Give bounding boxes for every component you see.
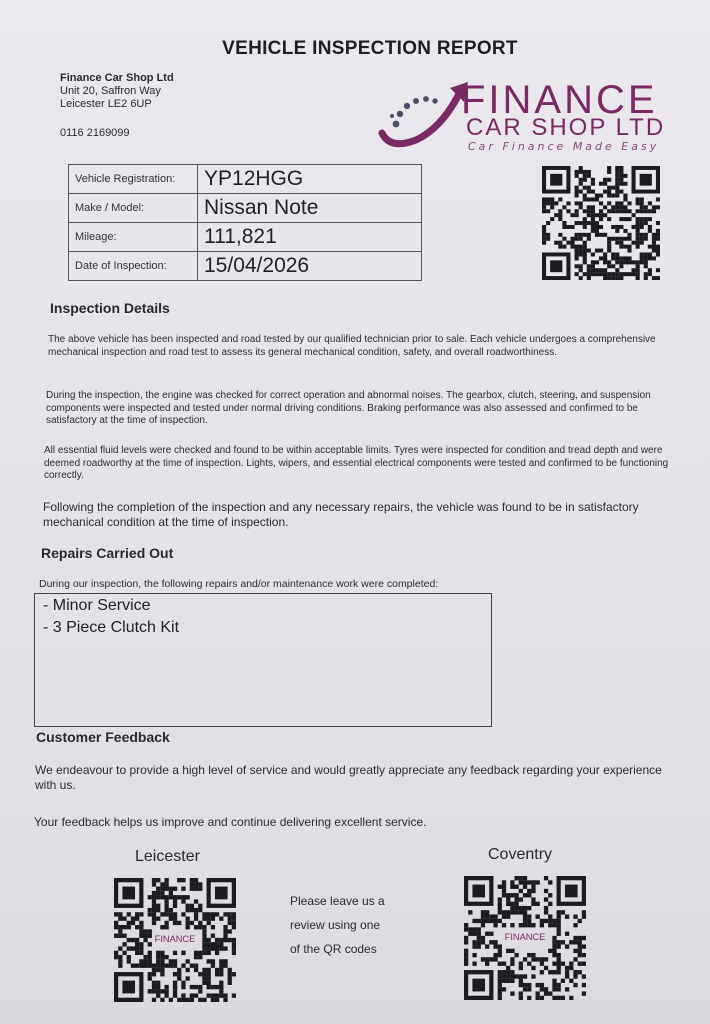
list-item: - 3 Piece Clutch Kit: [43, 619, 180, 636]
review-line-1: Please leave us a: [290, 894, 385, 908]
vehicle-registration-label: Vehicle Registration:: [69, 165, 198, 194]
vehicle-registration-value: YP12HGG: [198, 165, 422, 194]
inspection-paragraph-3: All essential fluid levels were checked and found to be within acceptable limits. Tyres were inspected for condition and tread depth and were deemed roadworthy at the time of inspection. Lights, wipers, and essential electrical components were tested and confirmed to be functioning correctly.: [44, 445, 669, 481]
repairs-intro: During our inspection, the following repairs and/or maintenance work were completed:: [39, 578, 439, 590]
mileage-label: Mileage:: [69, 223, 198, 252]
qr-pattern-icon: [464, 876, 586, 1000]
logo-finance-text: FINANCE: [461, 78, 658, 122]
make-model-label: Make / Model:: [69, 194, 198, 223]
feedback-text-2: Your feedback helps us improve and continue delivering excellent service.: [34, 815, 427, 829]
inspection-paragraph-1: The above vehicle has been inspected and road tested by our qualified technician prior to sale. Each vehicle undergoes a comprehensive mechanical inspection and road test to assess its general mechanical condition, safety, and overall roadworthiness.: [48, 334, 656, 358]
repairs-list-box: [34, 593, 492, 727]
address-line-2: Leicester LE2 6UP: [60, 98, 152, 110]
inspection-details-heading: Inspection Details: [50, 300, 170, 316]
table-row: [69, 165, 422, 194]
leicester-qr-code-icon[interactable]: [114, 878, 236, 1002]
table-row: [69, 252, 422, 281]
inspection-paragraph-4: Following the completion of the inspection and any necessary repairs, the vehicle was found to be in satisfactory mechanical condition at the time of inspection.: [43, 500, 639, 529]
make-model-value: Nissan Note: [198, 194, 422, 223]
list-item: - Minor Service: [43, 597, 151, 614]
review-instructions: [290, 889, 385, 961]
logo-carshop-text: CAR SHOP LTD: [466, 114, 666, 141]
mileage-value: 111,821: [198, 223, 422, 252]
company-address: [60, 72, 174, 111]
customer-feedback-heading: Customer Feedback: [36, 729, 170, 745]
inspection-paragraph-2: During the inspection, the engine was checked for correct operation and abnormal noises. The gearbox, clutch, steering, and suspension components were inspected and tested under normal driving conditions. Braking performance was also assessed and confirmed to be satisfactory at the time of inspection.: [46, 390, 651, 426]
qr-logo-text: FINANCE: [504, 932, 546, 943]
company-logo: [376, 78, 676, 158]
company-name: Finance Car Shop Ltd: [60, 72, 174, 84]
table-row: [69, 194, 422, 223]
inspection-date-value: 15/04/2026: [198, 252, 422, 281]
review-line-2: review using one: [290, 918, 381, 932]
inspection-date-label: Date of Inspection:: [69, 252, 198, 281]
qr-code-icon[interactable]: [542, 166, 660, 280]
table-row: [69, 223, 422, 252]
qr-pattern-icon: [542, 166, 660, 280]
company-phone: 0116 2169099: [60, 127, 130, 139]
feedback-text-1: We endeavour to provide a high level of service and would greatly appreciate any feedback regarding your experience with us.: [35, 763, 662, 792]
address-line-1: Unit 20, Saffron Way: [60, 85, 161, 97]
qr-pattern-icon: [114, 878, 236, 1002]
vehicle-details-table: [68, 164, 422, 281]
repairs-heading: Repairs Carried Out: [41, 545, 174, 561]
coventry-qr-code-icon[interactable]: [464, 876, 586, 1000]
logo-tagline: Car Finance Made Easy: [468, 140, 660, 153]
review-line-3: of the QR codes: [290, 942, 377, 956]
report-title: VEHICLE INSPECTION REPORT: [222, 38, 518, 59]
qr-logo-text: FINANCE: [154, 934, 196, 945]
coventry-label: Coventry: [488, 846, 553, 863]
leicester-label: Leicester: [135, 848, 200, 865]
